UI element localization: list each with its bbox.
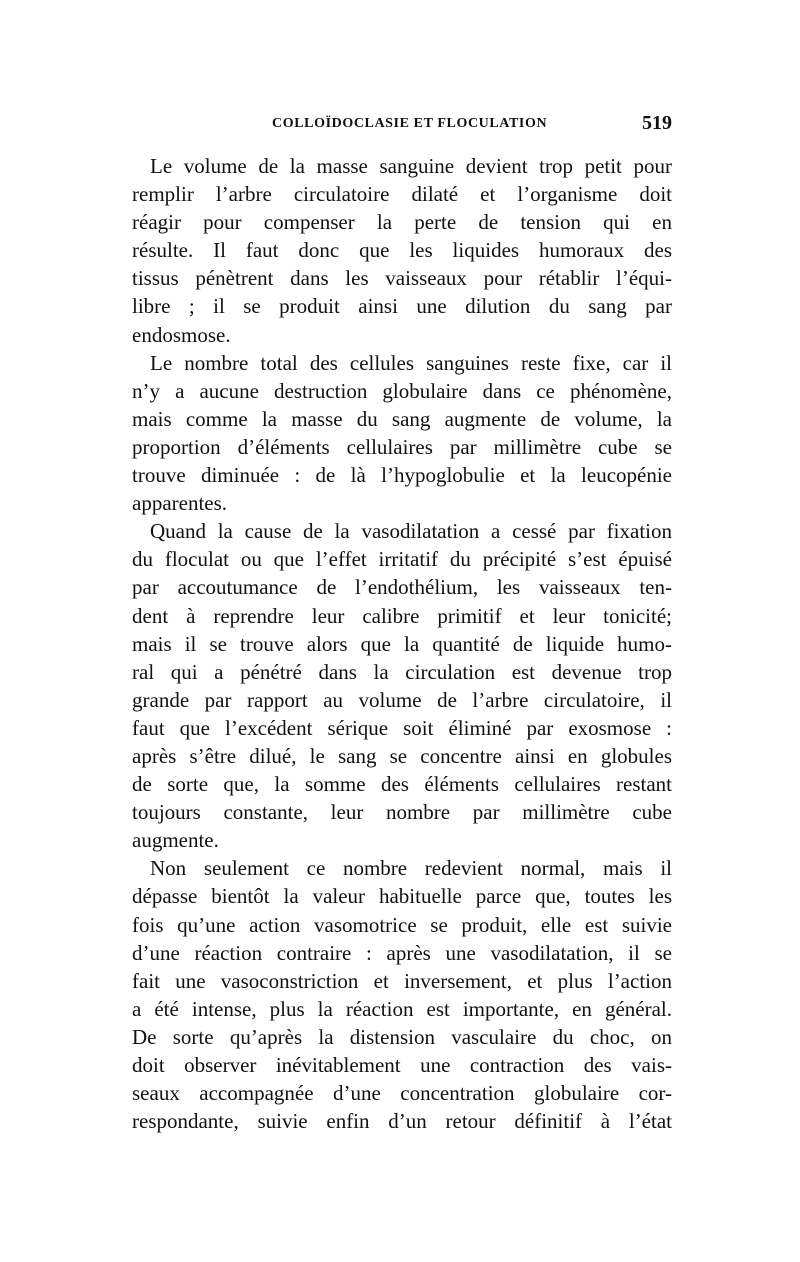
text-line: mais comme la masse du sang augmente de volume, la [132,406,672,431]
running-head [132,112,672,140]
text-line: après s’être dilué, le sang se concentre ainsi en globules [132,743,672,768]
text-line: fois qu’une action vasomotrice se produit, elle est suivie [132,912,672,937]
text-line: tissus pénètrent dans les vaisseaux pour rétablir l’équi- [132,266,672,291]
text-line: n’y a aucune destruction globulaire dans ce phénomène, [132,378,672,403]
text-line: Non seulement ce nombre redevient normal, mais il [150,856,672,881]
text-line: mais il se trouve alors que la quantité de liquide humo- [132,631,672,656]
text-line: Le volume de la masse sanguine devient trop petit pour [150,154,672,178]
text-line: trouve diminuée : de là l’hypoglobulie et la leucopénie [132,463,672,488]
text-line: grande par rapport au volume de l’arbre circulatoire, il [132,687,672,712]
text-line: Le nombre total des cellules sanguines reste fixe, car il [150,350,672,375]
text-line: de sorte que, la somme des éléments cellulaires restant [132,772,672,797]
text-line: endosmose. [132,322,231,347]
text-line: augmente. [132,828,219,853]
text-line: doit observer inévitablement une contraction des vais- [132,1053,672,1077]
paragraph [132,517,672,854]
paragraph [132,854,672,1135]
text-line: De sorte qu’après la distension vasculaire du choc, on [132,1024,672,1049]
text-line: résulte. Il faut donc que les liquides humoraux des [132,238,672,263]
text-line: dépasse bientôt la valeur habituelle parce que, toutes les [132,884,672,909]
text-line: faut que l’excédent sérique soit éliminé par exosmose : [132,715,672,740]
text-line: libre ; il se produit ainsi une dilution du sang par [132,294,672,319]
running-title: COLLOÏDOCLASIE ET FLOCULATION [272,116,548,131]
text-line: ral qui a pénétré dans la circulation est devenue trop [132,659,672,684]
text-line: d’une réaction contraire : après une vasodilatation, il se [132,940,672,965]
text-line: par accoutumance de l’endothélium, les vaisseaux ten- [132,575,672,600]
page-number: 519 [642,112,672,134]
text-line: toujours constante, leur nombre par millimètre cube [132,800,672,825]
body-text [132,152,672,1135]
text-line: réagir pour compenser la perte de tension qui en [132,210,672,235]
text-line: remplir l’arbre circulatoire dilaté et l’organisme doit [132,182,672,207]
text-line: dent à reprendre leur calibre primitif et leur tonicité; [132,603,672,628]
text-line: proportion d’éléments cellulaires par millimètre cube se [132,434,672,459]
text-line: respondante, suivie enfin d’un retour définitif à l’état [132,1109,672,1134]
text-line: fait une vasoconstriction et inversement, et plus l’action [132,968,672,993]
text-line: a été intense, plus la réaction est importante, en général. [132,996,672,1021]
text-line: seaux accompagnée d’une concentration globulaire cor- [132,1081,672,1106]
paragraph [132,152,672,349]
text-line: du floculat ou que l’effet irritatif du précipité s’est épuisé [132,547,672,572]
text-line: Quand la cause de la vasodilatation a cessé par fixation [150,519,672,544]
text-line: apparentes. [132,491,228,516]
paragraph [132,349,672,518]
